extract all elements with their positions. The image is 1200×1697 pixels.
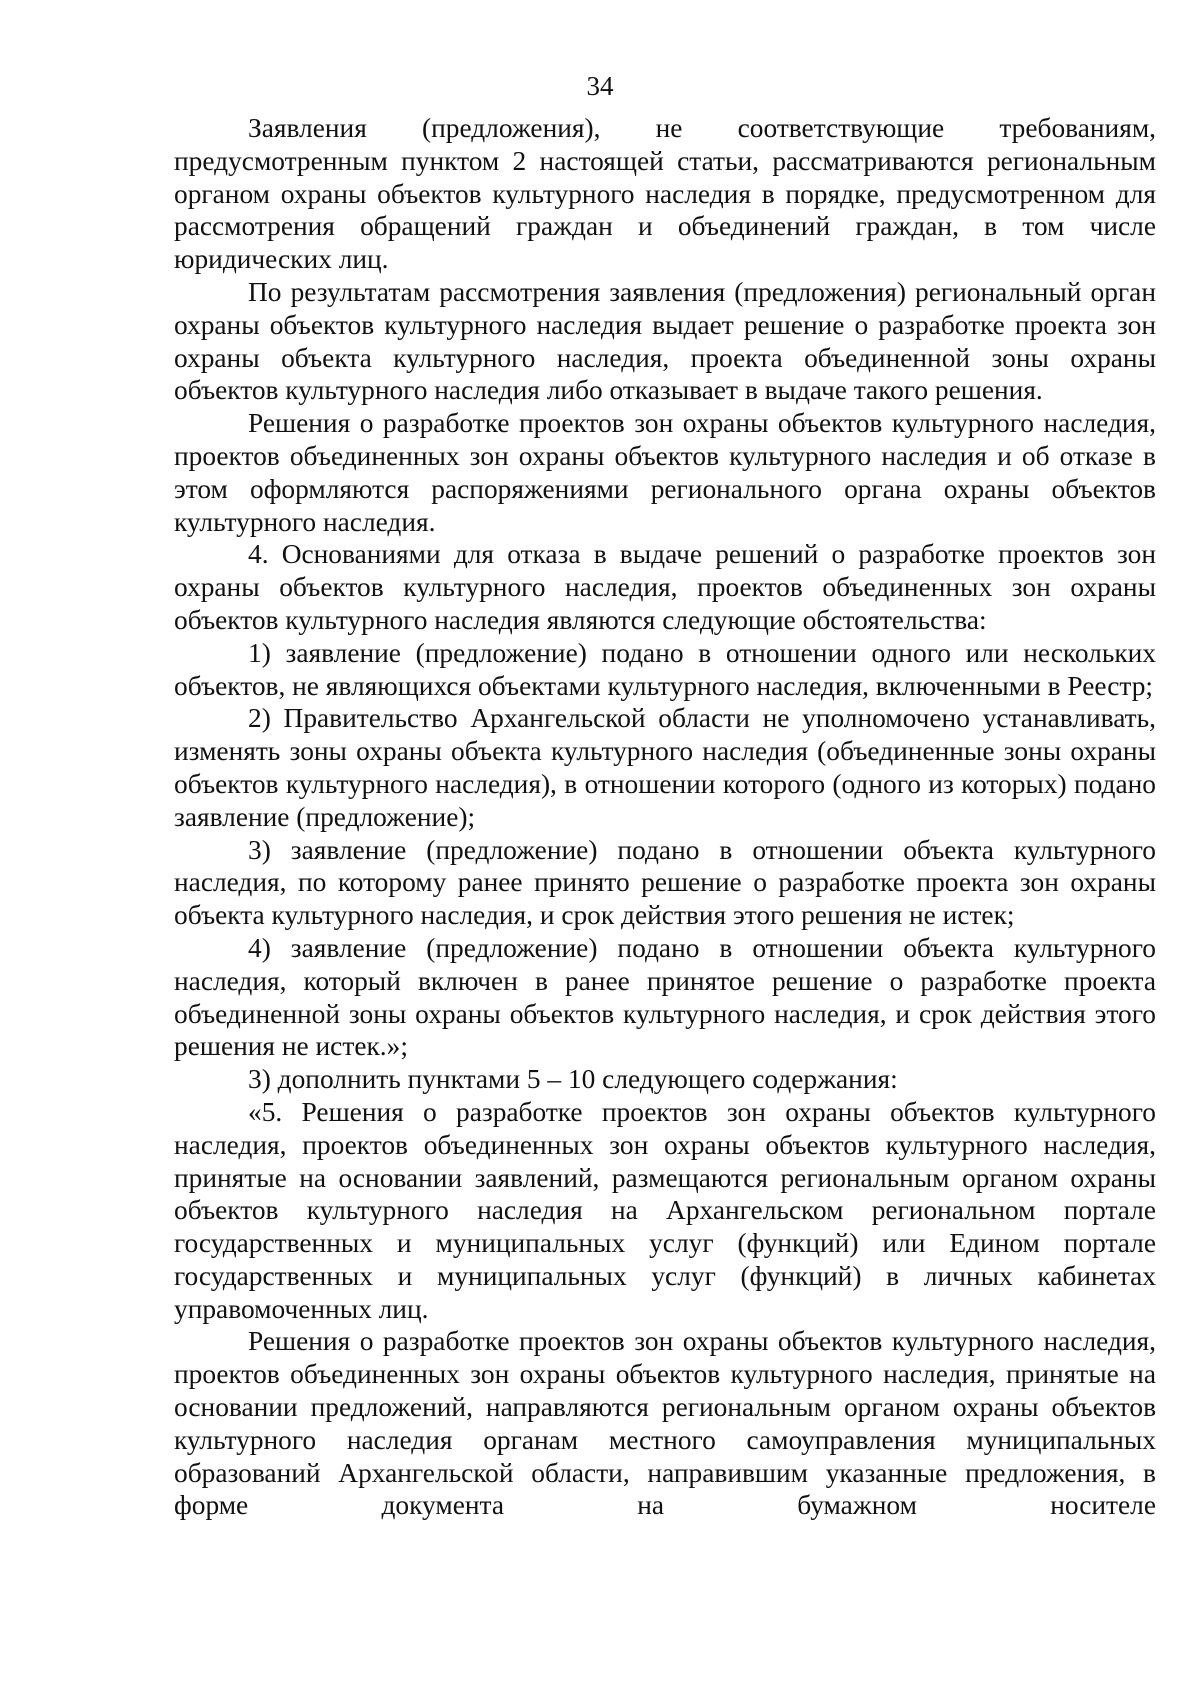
paragraph-amendment-3: 3) дополнить пунктами 5 – 10 следующего содержания: bbox=[248, 1064, 898, 1095]
paragraph-item-5: «5. Решения о разработке проектов зон охраны объектов культурного наследия, проектов объединенных зон охраны объектов культурного наследия, принятые на основании заявлений, размещаются региональным органом охраны объектов культурного наследия на Архангельском региональном портале государственных и муниципальных услуг (функций) или Едином портале государственных и муниципальных услуг (функций) в личных кабинетах управомоченных лиц. bbox=[174, 1096, 1156, 1324]
paragraph-decisions-format: Решения о разработке проектов зон охраны объектов культурного наследия, проектов объединенных зон охраны объектов культурного наследия и об отказе в этом оформляются распоряжениями регионального органа охраны объектов культурного наследия. bbox=[174, 408, 1156, 537]
paragraph-ground-2: 2) Правительство Архангельской области не уполномочено устанавливать, изменять зоны охраны объекта культурного наследия (объединенные зоны охраны объектов культурного наследия), в отношении которого (одного из которых) подано заявление (предложение); bbox=[174, 703, 1156, 832]
paragraph-ground-4: 4) заявление (предложение) подано в отношении объекта культурного наследия, который включен в ранее принятое решение о разработке проекта объединенной зоны охраны объектов культурного наследия, и срок действия этого решения не истек.»; bbox=[174, 932, 1156, 1062]
page-number: 34 bbox=[586, 71, 614, 101]
paragraph-ground-1: 1) заявление (предложение) подано в отношении одного или нескольких объектов, не являющихся объектами культурного наследия, включенными в Реестр; bbox=[174, 637, 1156, 701]
paragraph-improper-applications: Заявления (предложения), не соответствующие требованиям, предусмотренным пунктом 2 настоящей статьи, рассматриваются региональным органом охраны объектов культурного наследия в порядке, предусмотренном для рассмотрения обращений граждан и объединений граждан, в том числе юридических лиц. bbox=[174, 113, 1156, 275]
paragraph-ground-3: 3) заявление (предложение) подано в отношении объекта культурного наследия, по которому ранее принято решение о разработке проекта зон охраны объекта культурного наследия, и срок действия этого решения не истек; bbox=[174, 834, 1156, 931]
document-body bbox=[174, 112, 1156, 1522]
paragraph-review-results: По результатам рассмотрения заявления (предложения) региональный орган охраны объектов культурного наследия выдает решение о разработке проекта зон охраны объекта культурного наследия, проекта объединенной зоны охраны объектов культурного наследия либо отказывает в выдаче такого решения. bbox=[174, 276, 1156, 406]
paragraph-item-4-grounds: 4. Основаниями для отказа в выдаче решений о разработке проектов зон охраны объектов культурного наследия, проектов объединенных зон охраны объектов культурного наследия являются следующие обстоятельства: bbox=[174, 539, 1156, 635]
paragraph-proposals-decisions: Решения о разработке проектов зон охраны объектов культурного наследия, проектов объединенных зон охраны объектов культурного наследия, принятые на основании предложений, направляются региональным органом охраны объектов культурного наследия органам местного самоуправления муниципальных образований Архангельской области, направившим указанные предложения, в форме документа на бумажном носителе bbox=[174, 1326, 1156, 1521]
